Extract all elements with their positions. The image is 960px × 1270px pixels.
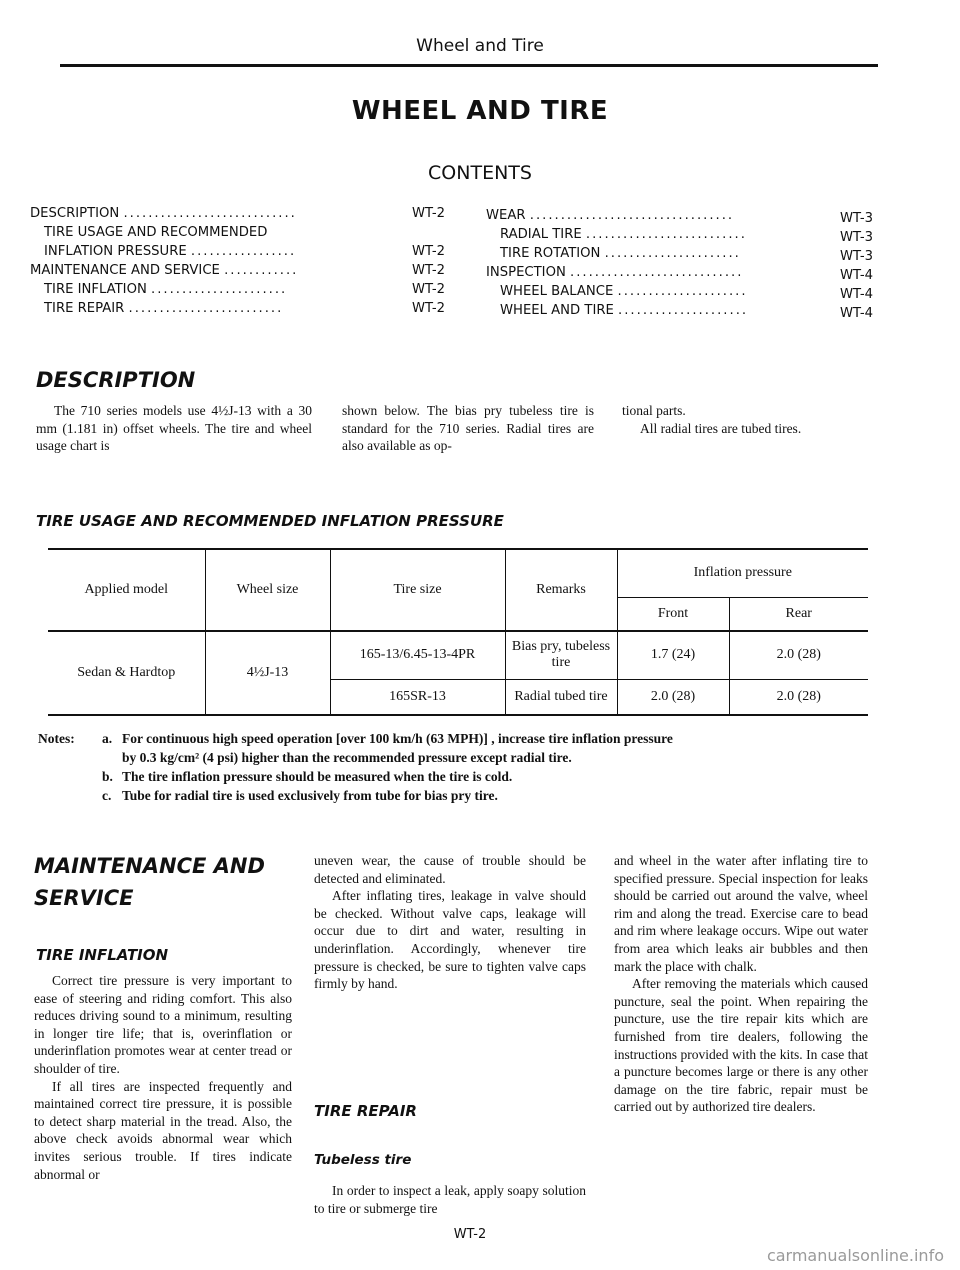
document-title: WHEEL AND TIRE bbox=[351, 96, 609, 126]
cell-tire-size: 165SR-13 bbox=[330, 679, 505, 715]
toc-item[interactable]: WHEEL BALANCE ..................... bbox=[500, 284, 748, 299]
toc-page: WT-3 bbox=[840, 249, 874, 264]
note-a-cont: by 0.3 kg/cm² (4 psi) higher than the recommended pressure except radial tire. bbox=[122, 750, 572, 765]
header-remarks: Remarks bbox=[505, 549, 617, 631]
toc-right bbox=[486, 206, 886, 326]
maintenance-col-2: uneven wear, the cause of trouble should be detected and eliminated. After inflating tires, leakage in valve should be checked. Without valve caps, leakage will occur due to dirt and water, resulting in underinflation. Accordingly, whenever tire pressure is checked, be sure to tighten valve caps firmly by hand. bbox=[314, 853, 586, 992]
toc-page: WT-2 bbox=[412, 244, 446, 259]
toc-item[interactable]: TIRE ROTATION ...................... bbox=[500, 246, 741, 261]
cell-rear: 2.0 (28) bbox=[729, 631, 868, 679]
toc-item[interactable]: TIRE USAGE AND RECOMMENDED bbox=[44, 225, 268, 240]
toc-page: WT-3 bbox=[840, 230, 874, 245]
toc-page: WT-2 bbox=[412, 282, 446, 297]
cell-front: 2.0 (28) bbox=[617, 679, 729, 715]
maintenance-col-3: and wheel in the water after inflating tire to specified pressure. Special inspection for leaks should be carried out around the valve, wheel rim and along the tread. Exercise care to bead and rim where leakage occurs. Wipe out water from area which leaks air bubbles and then mark the place with chalk. After removing the materials which caused puncture, seal the point. When repairing the puncture, use the tire repair kits which are furnished from tire dealers, following the instructions provided with the kits. In case that a puncture becomes large or there is any other damage on the tire fabric, repair must be carried out by authorized tire dealers. bbox=[614, 853, 868, 1115]
toc-item[interactable]: WEAR ................................. bbox=[486, 208, 735, 223]
note-a: For continuous high speed operation [over 100 km/h (63 MPH)] , increase tire inflation pressure bbox=[122, 731, 673, 746]
toc-page: WT-4 bbox=[840, 287, 874, 302]
contents-heading: CONTENTS bbox=[428, 162, 532, 184]
table-row bbox=[48, 631, 868, 679]
note-c-tag: c. bbox=[102, 788, 112, 803]
header-tire-size: Tire size bbox=[330, 549, 505, 631]
page-number: WT-2 bbox=[453, 1227, 487, 1242]
tire-inflation-heading: TIRE INFLATION bbox=[36, 946, 169, 964]
toc-item[interactable]: DESCRIPTION ............................ bbox=[30, 206, 297, 221]
description-col-1: The 710 series models use 4½J-13 with a 30 mm (1.181 in) offset wheels. The tire and wheel usage chart is bbox=[36, 403, 312, 454]
table-header-row bbox=[48, 549, 868, 597]
toc-item[interactable]: TIRE REPAIR ......................... bbox=[44, 301, 284, 316]
running-header: Wheel and Tire bbox=[416, 36, 544, 56]
header-wheel-size: Wheel size bbox=[205, 549, 330, 631]
note-b: The tire inflation pressure should be measured when the tire is cold. bbox=[122, 769, 513, 784]
watermark: carmanualsonline.info bbox=[766, 1246, 944, 1265]
cell-applied-model: Sedan & Hardtop bbox=[48, 631, 205, 715]
toc-item[interactable]: INSPECTION ............................ bbox=[486, 265, 744, 280]
note-b-tag: b. bbox=[102, 769, 113, 784]
toc-page: WT-2 bbox=[412, 206, 446, 221]
cell-remarks: Bias pry, tubeless tire bbox=[505, 631, 617, 679]
description-col-2: shown below. The bias pry tubeless tire is standard for the 710 series. Radial tires are also available as op- bbox=[342, 403, 594, 454]
toc-page: WT-4 bbox=[840, 268, 874, 283]
note-c: Tube for radial tire is used exclusively from tube for bias pry tire. bbox=[122, 788, 498, 803]
tire-usage-heading: TIRE USAGE AND RECOMMENDED INFLATION PRESSURE bbox=[36, 512, 504, 530]
header-front: Front bbox=[617, 597, 729, 631]
toc-page: WT-2 bbox=[412, 301, 446, 316]
header-rear: Rear bbox=[729, 597, 868, 631]
tire-usage-table bbox=[48, 548, 868, 716]
toc-page: WT-4 bbox=[840, 306, 874, 321]
header-inflation-pressure: Inflation pressure bbox=[617, 549, 868, 597]
toc-item[interactable]: RADIAL TIRE .......................... bbox=[500, 227, 747, 242]
description-col-3: tional parts. All radial tires are tubed tires. bbox=[622, 403, 802, 436]
toc-item[interactable]: MAINTENANCE AND SERVICE ............ bbox=[30, 263, 299, 278]
toc-left bbox=[30, 204, 470, 324]
tire-repair-heading: TIRE REPAIR bbox=[314, 1102, 417, 1120]
toc-item[interactable]: INFLATION PRESSURE ................. bbox=[44, 244, 297, 259]
maintenance-heading: MAINTENANCE AND SERVICE bbox=[34, 854, 265, 910]
cell-rear: 2.0 (28) bbox=[729, 679, 868, 715]
toc-page: WT-3 bbox=[840, 211, 874, 226]
toc-item[interactable]: TIRE INFLATION ...................... bbox=[44, 282, 288, 297]
tubeless-tire-heading: Tubeless tire bbox=[314, 1152, 412, 1168]
notes-label: Notes: bbox=[38, 731, 75, 746]
tire-repair-text: In order to inspect a leak, apply soapy solution to tire or submerge tire bbox=[314, 1183, 586, 1216]
cell-tire-size: 165-13/6.45-13-4PR bbox=[330, 631, 505, 679]
toc-page: WT-2 bbox=[412, 263, 446, 278]
cell-remarks: Radial tubed tire bbox=[505, 679, 617, 715]
header-rule bbox=[60, 64, 878, 67]
toc-item[interactable]: WHEEL AND TIRE ..................... bbox=[500, 303, 749, 318]
note-a-tag: a. bbox=[102, 731, 113, 746]
maintenance-col-1: Correct tire pressure is very important to ease of steering and riding comfort. This also reduces driving sound to a minimum, resulting in longer tire life; that is, overinflation or underinflation promotes wear at center tread or shoulder of tire. If all tires are inspected frequently and maintained correct tire pressure, it is possible to detect sharp material in the tread. Also, the above check avoids abnormal wear which invites serious trouble. If tires indicate abnormal or bbox=[34, 973, 292, 1182]
header-applied-model: Applied model bbox=[48, 549, 205, 631]
cell-front: 1.7 (24) bbox=[617, 631, 729, 679]
cell-wheel-size: 4½J-13 bbox=[205, 631, 330, 715]
description-heading: DESCRIPTION bbox=[36, 368, 196, 392]
